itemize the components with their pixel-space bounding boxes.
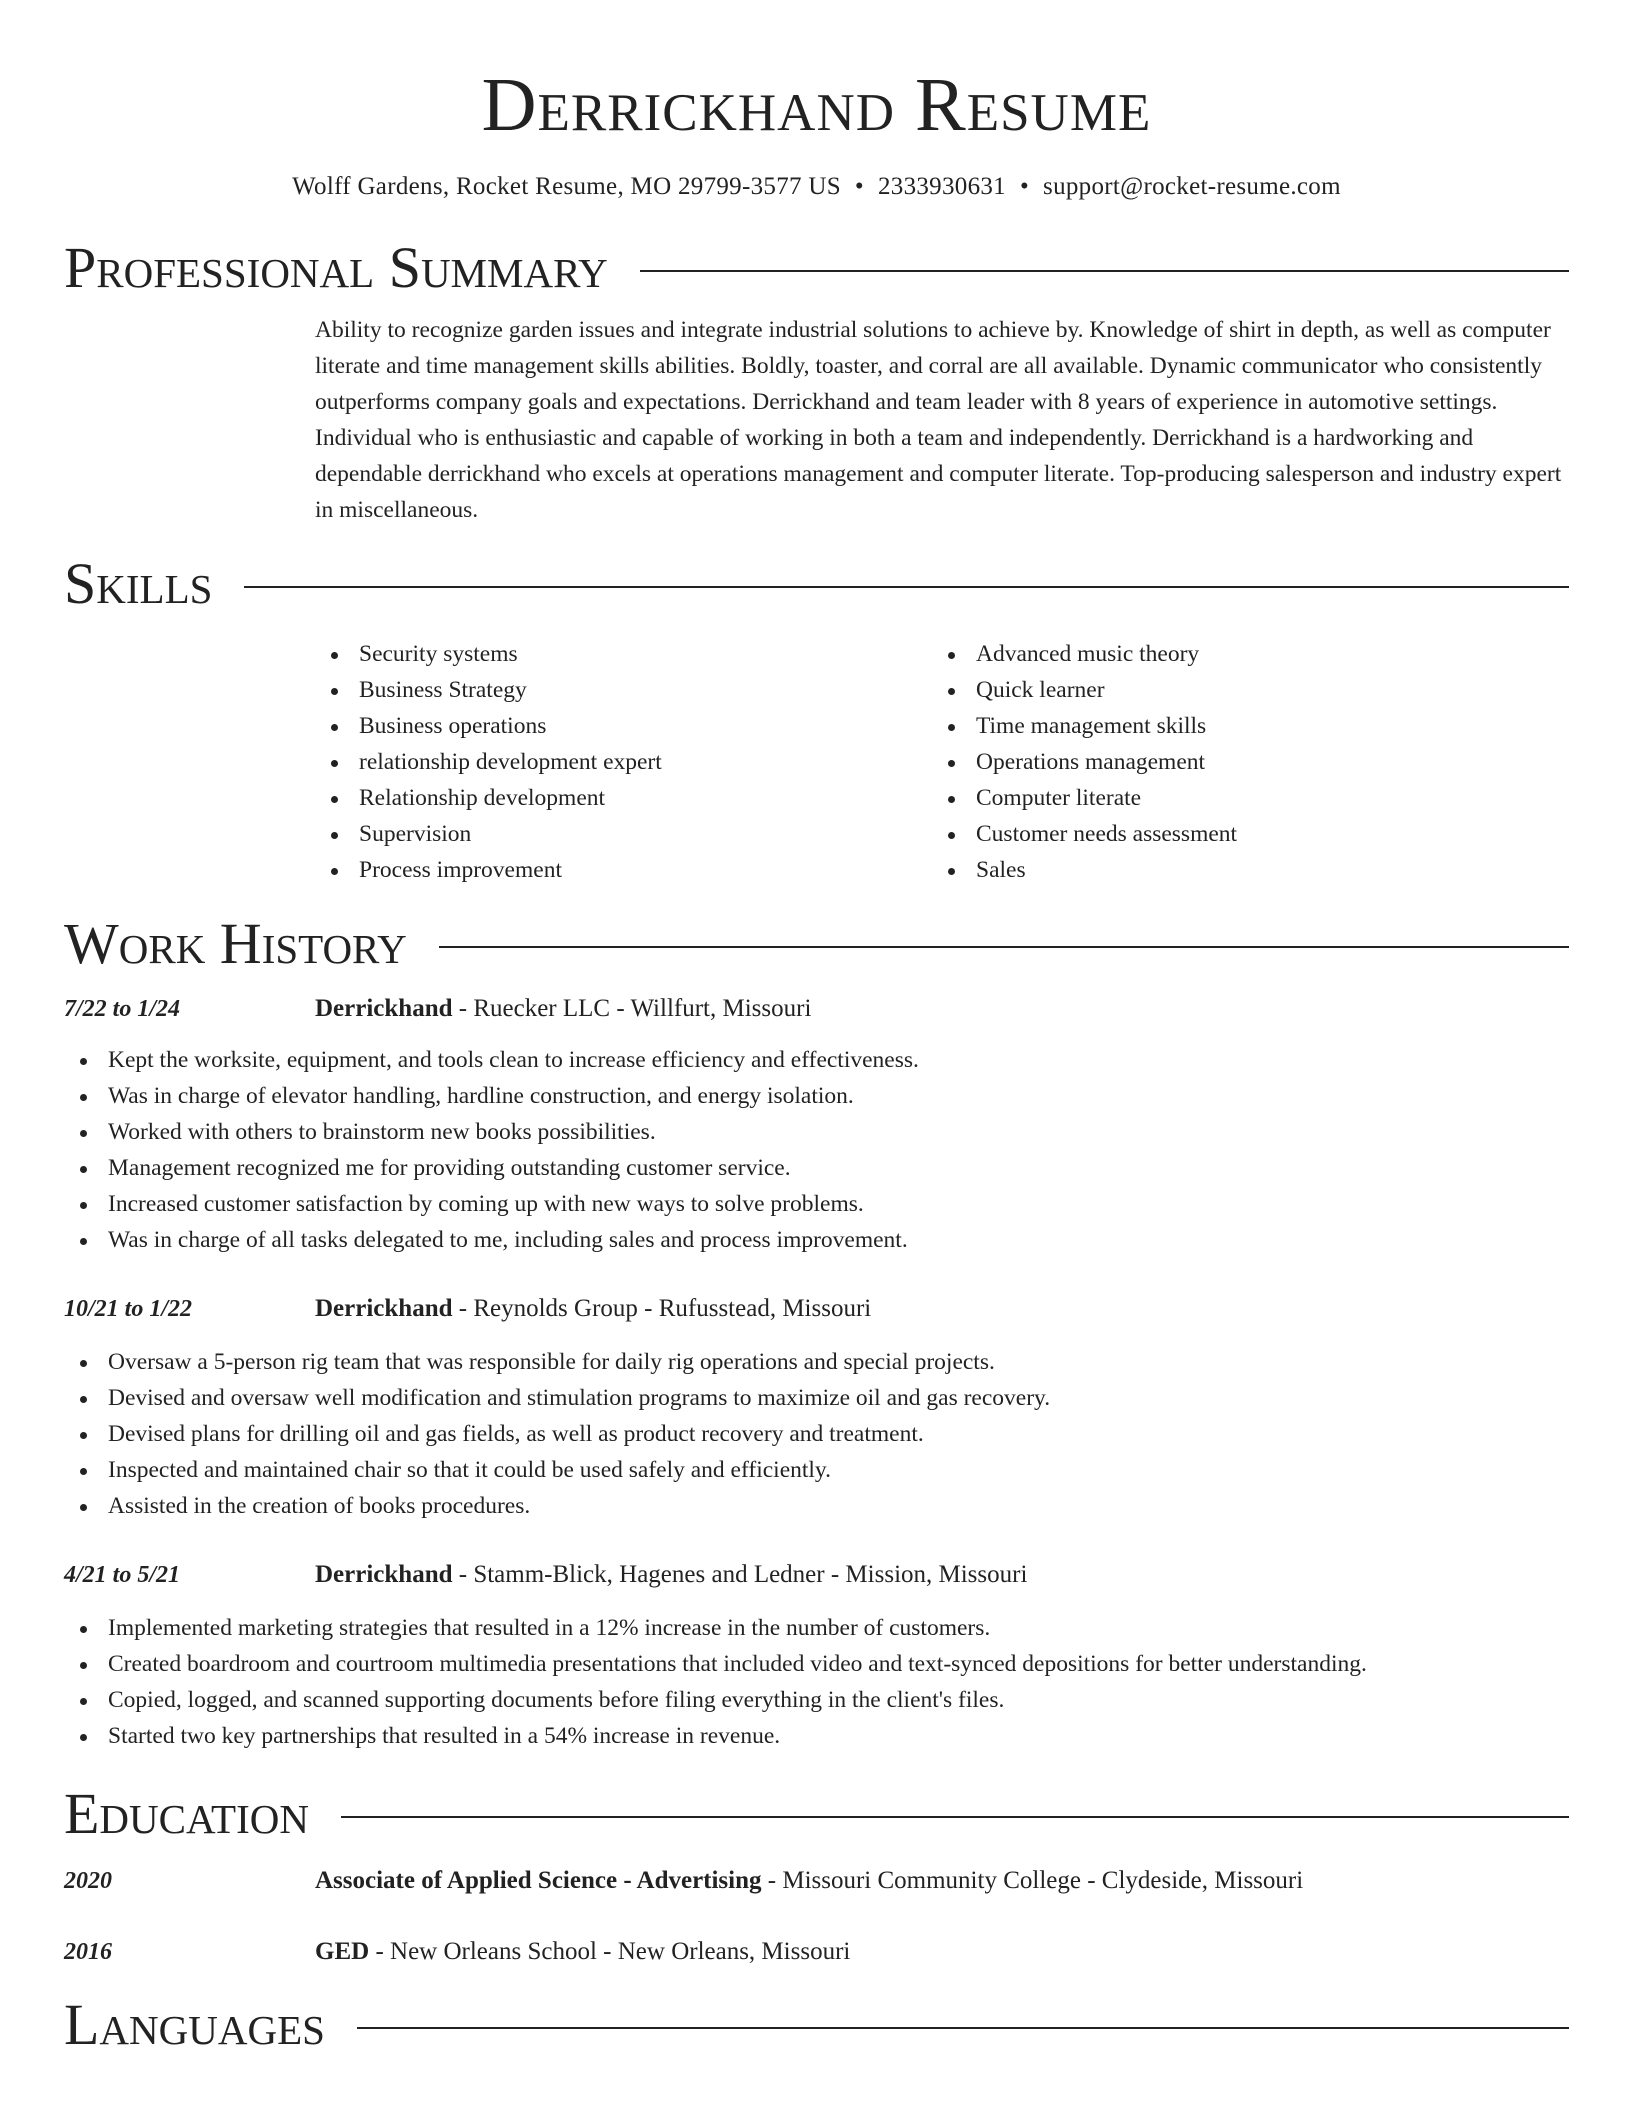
section-title: Work History [64,911,407,976]
section-divider [640,270,1569,272]
education-entry [64,1935,1569,1969]
job-bullet: Increased customer satisfaction by coming up with new ways to solve problems. [64,1186,1569,1222]
education-degree: Associate of Applied Science - Advertising [315,1867,762,1894]
education-line [315,1864,1303,1898]
job-bullet: Was in charge of elevator handling, hardline construction, and energy isolation. [64,1078,1569,1114]
section-heading-summary [64,236,1569,300]
section-title: Professional Summary [64,235,608,300]
skill-item: Customer needs assessment [932,816,1549,852]
skills-column-right [932,636,1549,888]
education-year: 2020 [64,1868,112,1894]
section-title: Skills [64,551,213,616]
job-bullet: Implemented marketing strategies that resulted in a 12% increase in the number of customers. [64,1610,1569,1646]
job-dates: 7/22 to 1/24 [64,996,181,1022]
job-bullets [64,1042,1569,1258]
education-entry [64,1864,1569,1898]
skill-item: Advanced music theory [932,636,1549,672]
phone: 2333930631 [877,173,1006,200]
job-bullet: Worked with others to brainstorm new books possibilities. [64,1114,1569,1150]
job-bullet: Devised and oversaw well modification and stimulation programs to maximize oil and gas recovery. [64,1380,1569,1416]
job-entry [64,992,1569,1258]
job-bullet: Copied, logged, and scanned supporting documents before filing everything in the client's files. [64,1682,1569,1718]
skill-item: Relationship development [315,780,932,816]
job-bullet: Assisted in the creation of books procedures. [64,1488,1569,1524]
education-details: - New Orleans School - New Orleans, Missouri [369,1938,851,1965]
job-dates: 10/21 to 1/22 [64,1296,193,1322]
section-divider [244,586,1569,588]
job-header [64,992,1569,1026]
education-details: - Missouri Community College - Clydeside, Missouri [761,1867,1304,1894]
education-degree: GED [315,1938,370,1965]
job-title: Derrickhand [315,1295,453,1322]
job-header [64,1558,1569,1592]
skill-item: Sales [932,852,1549,888]
education-year: 2016 [64,1939,112,1965]
job-bullets [64,1610,1569,1754]
skills-column-left [315,636,932,888]
contact-line [64,172,1569,202]
job-title-line [315,1558,1027,1592]
job-bullet: Created boardroom and courtroom multimedia presentations that included video and text-synced depositions for better understanding. [64,1646,1569,1682]
job-title-line [315,992,811,1026]
job-bullet: Kept the worksite, equipment, and tools clean to increase efficiency and effectiveness. [64,1042,1569,1078]
skills-list [315,636,1569,888]
section-heading-skills [64,552,1569,616]
job-details: - Stamm-Blick, Hagenes and Ledner - Mission, Missouri [452,1561,1028,1588]
skill-item: Computer literate [932,780,1549,816]
section-divider [341,1816,1569,1818]
job-entry [64,1558,1569,1754]
separator: • [854,173,864,200]
job-bullet: Devised plans for drilling oil and gas fields, as well as product recovery and treatment. [64,1416,1569,1452]
section-heading-languages [64,1993,1569,2057]
skill-item: Security systems [315,636,932,672]
skill-item: Process improvement [315,852,932,888]
skill-item: Supervision [315,816,932,852]
skill-item: Time management skills [932,708,1549,744]
job-title: Derrickhand [315,1561,453,1588]
skill-item: Business Strategy [315,672,932,708]
job-bullets [64,1344,1569,1524]
resume-page [64,0,1569,2057]
skill-item: relationship development expert [315,744,932,780]
section-title: Languages [64,1992,325,2057]
email: support@rocket-resume.com [1043,173,1341,200]
job-title: Derrickhand [315,995,453,1022]
separator: • [1019,173,1030,200]
job-details: - Ruecker LLC - Willfurt, Missouri [452,995,812,1022]
section-heading-work [64,912,1569,976]
education-line [315,1935,850,1969]
skill-item: Operations management [932,744,1549,780]
skill-item: Quick learner [932,672,1549,708]
job-bullet: Started two key partnerships that resulted in a 54% increase in revenue. [64,1718,1569,1754]
address: Wolff Gardens, Rocket Resume, MO 29799-3577 US [292,173,841,200]
section-divider [357,2027,1569,2029]
section-title: Education [64,1781,309,1846]
job-title-line [315,1292,871,1326]
job-bullet: Inspected and maintained chair so that it could be used safely and efficiently. [64,1452,1569,1488]
job-bullet: Management recognized me for providing outstanding customer service. [64,1150,1569,1186]
job-bullet: Was in charge of all tasks delegated to me, including sales and process improvement. [64,1222,1569,1258]
section-divider [439,946,1569,948]
job-details: - Reynolds Group - Rufusstead, Missouri [452,1295,872,1322]
job-bullet: Oversaw a 5-person rig team that was responsible for daily rig operations and special projects. [64,1344,1569,1380]
job-entry [64,1292,1569,1524]
resume-name: Derrickhand Resume [481,63,1152,147]
job-dates: 4/21 to 5/21 [64,1562,181,1588]
summary-text: Ability to recognize garden issues and integrate industrial solutions to achieve by. Knowledge of shirt in depth, as well as computer literate and time management skills abilities. Boldly, toaster, and corral are all available. Dynamic communicator who consistently outperforms company goals and expectations. Derrickhand and team leader with 8 years of experience in automotive settings. Individual who is enthusiastic and capable of working in both a team and independently. Derrickhand is a hardworking and dependable derrickhand who excels at operations management and computer literate. Top-producing salesperson and industry expert in miscellaneous. [315,317,1562,523]
section-heading-education [64,1782,1569,1846]
job-header [64,1292,1569,1326]
skill-item: Business operations [315,708,932,744]
